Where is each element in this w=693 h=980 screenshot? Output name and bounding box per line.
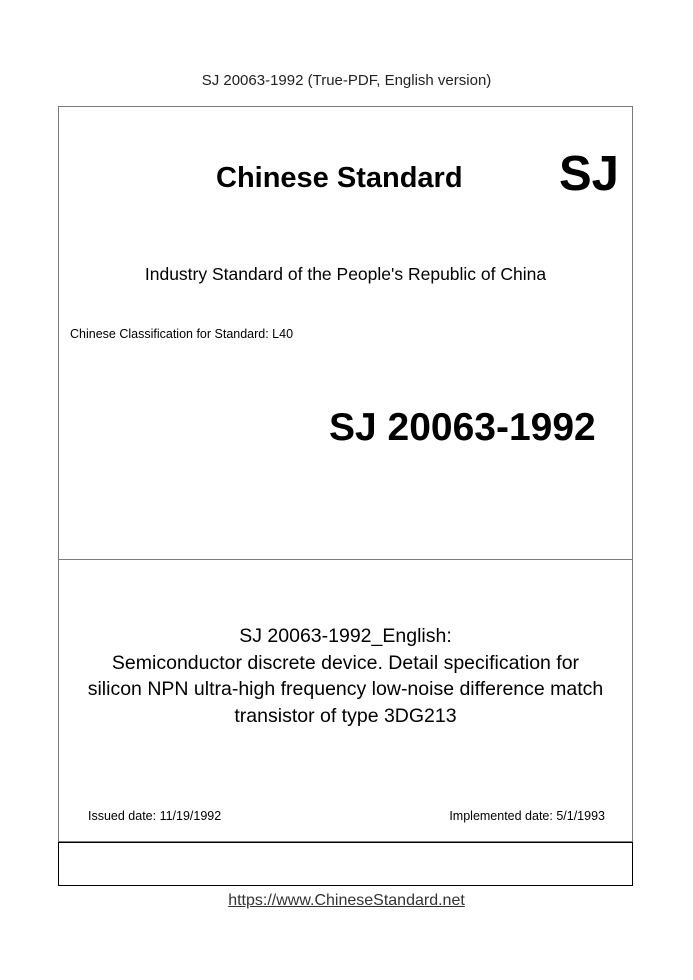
title-line: Semiconductor discrete device. Detail specification for	[111, 651, 580, 674]
cover-bottom-frame	[58, 842, 633, 886]
website-link[interactable]: https://www.ChineseStandard.net	[228, 892, 465, 909]
title-line: silicon NPN ultra-high frequency low-noise difference match	[87, 678, 604, 700]
cover-heading: Chinese Standard	[216, 162, 463, 194]
sj-logo: SJ	[559, 147, 619, 201]
page-header: SJ 20063-1992 (True-PDF, English version)	[201, 72, 492, 89]
implemented-date: Implemented date: 5/1/1993	[449, 809, 605, 823]
classification-text: Chinese Classification for Standard: L40	[70, 327, 294, 341]
document-title	[58, 623, 633, 729]
standard-number: SJ 20063-1992	[329, 406, 596, 449]
footer	[0, 892, 693, 910]
industry-standard-line: Industry Standard of the People's Republic of China	[144, 264, 547, 284]
title-line: transistor of type 3DG213	[234, 704, 457, 727]
issued-date: Issued date: 11/19/1992	[88, 809, 222, 823]
title-line: SJ 20063-1992_English:	[239, 625, 452, 647]
